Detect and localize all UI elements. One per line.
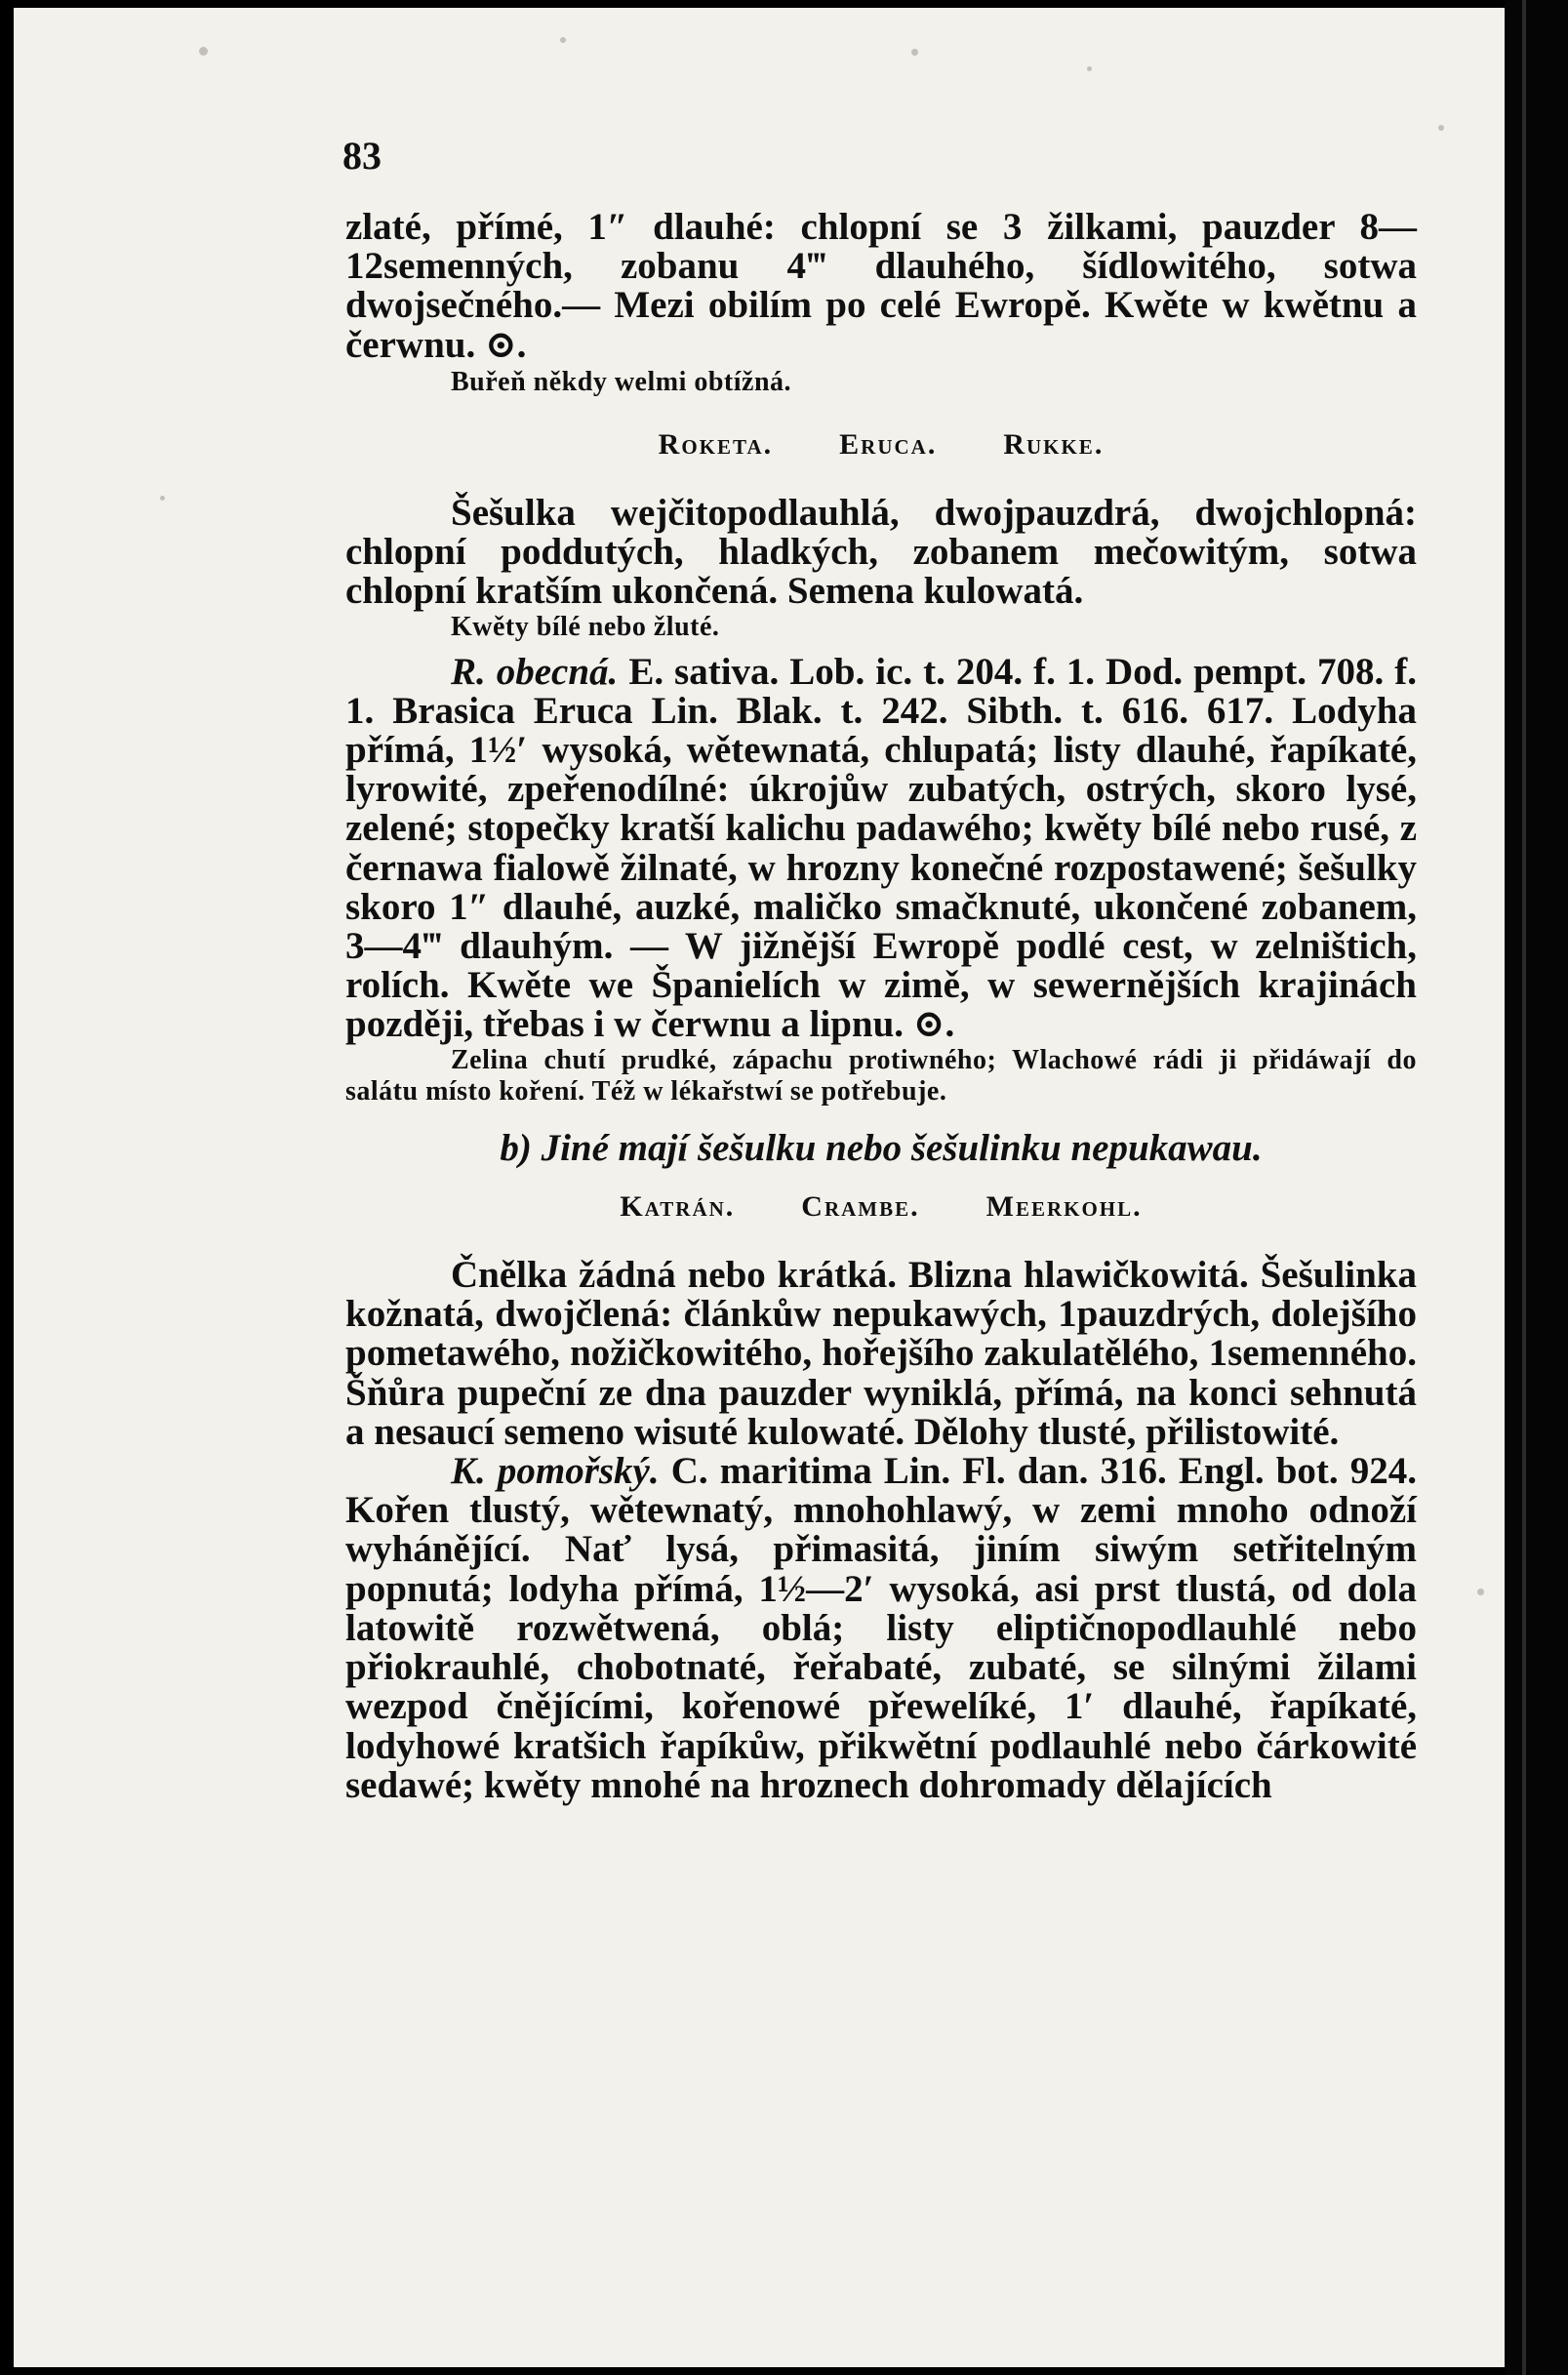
- genus-czech-name: Roketa.: [658, 427, 774, 461]
- page-body: [345, 208, 1417, 1805]
- subsection-heading: b) Jiné mají šešulku nebo šešulinku nepukawau.: [500, 1126, 1263, 1169]
- top-note: Buřeň někdy welmi obtížná.: [451, 366, 792, 397]
- species-name: R. obecná.: [451, 650, 619, 693]
- genus-german-name: Meerkohl.: [985, 1189, 1143, 1223]
- genus-latin-name: Eruca.: [839, 427, 938, 461]
- genus-heading-katran: [345, 1188, 1417, 1227]
- genus-description: Čnělka žádná nebo krátká. Blizna hlawičkowitá. Šešulinka kožnatá, dwojčlená: článkůw nepukawých, 1pauzdrých, dolejšího pometawého, nožičkowitého, hořejšího zakulatělého, 1semenného. Šňůra pupeční ze dna pauzder wyniklá, přímá, na konci sehnutá a nesaucí semeno wisuté kulowaté. Dělohy tlusté, přilistowité.: [345, 1254, 1417, 1453]
- scan-border-line: [1522, 0, 1526, 2375]
- species-text: C. maritima Lin. Fl. dan. 316. Engl. bot. 924. Kořen tlustý, wětewnatý, mnohohlawý, w zemi mnoho odnoží wyháněјící. Nať lysá, přimasitá, jiním siwým setřitelným popnutá; lodyha přímá, 1½—2′ wysoká, asi prst tlustá, od dola latowitě rozwětwená, oblá; listy eliptičnopodlauhlé nebo přiokrauhlé, chobotnaté, řeřabaté, zubaté, se silnými žilami wezpod čnějícími, kořenowé přewelíké, 1′ dlauhé, řapíkaté, lodyhowé kratšich řapíkůw, přikwětní podlauhlé nebo čárkowité sedawé; kwěty mnohé na hroznech dohromady dělajících: [345, 1450, 1417, 1806]
- page-number: 83: [342, 134, 382, 178]
- genus-description: Šešulka wejčitopodlauhlá, dwojpauzdrá, dwojchlopná: chlopní poddutých, hladkých, zobanem mečowitým, sotwa chlopní kratším ukončená. Semena kulowatá.: [345, 492, 1417, 613]
- genus-german-name: Rukke.: [1003, 427, 1105, 461]
- genus-czech-name: Katrán.: [620, 1189, 736, 1223]
- species-entry: [345, 1452, 1417, 1805]
- book-page: [14, 8, 1505, 2367]
- genus-note: Kwěty bílé nebo žluté.: [451, 611, 720, 642]
- genus-heading-roketa: [345, 425, 1417, 464]
- scan-border: [1505, 0, 1568, 2375]
- species-note: Zelina chutí prudké, zápachu protiwného; Wlachowé rádi ji přidáwají do salátu místo koření. Též w lékařstwí se potřebuje.: [345, 1044, 1417, 1107]
- species-text: E. sativa. Lob. ic. t. 204. f. 1. Dod. pempt. 708. f. 1. Brasica Eruca Lin. Blak. t. 242. Sibth. t. 616. 617. Lodyha přímá, 1½′ wysoká, wětewnatá, chlupatá; listy dlauhé, řapíkaté, lyrowité, zpeřenodílné: úkrojůw zubatých, ostrých, skoro lysé, zelené; stopečky kratší kalichu padawého; kwěty bílé nebo rusé, z černawa fialowě žilnaté, w hrozny konečné rozpostawené; šešulky skoro 1″ dlauhé, auzké, maličko smačknuté, ukončené zobanem, 3—4‴ dlauhým. — W jižnější Ewropě podlé cest, w zelništich, rolích. Kwěte we Španielích w zimě, w sewernějších krajinách později, třebas i w čerwnu a lipnu. ⊙.: [345, 650, 1418, 1046]
- genus-latin-name: Crambe.: [801, 1189, 920, 1223]
- top-paragraph: zlaté, přímé, 1″ dlauhé: chlopní se 3 žilkami, pauzder 8—12semenných, zobanu 4‴ dlauhého, šídlowitého, sotwa dwojsečného.— Mezi obilím po celé Ewropě. Kwěte w kwětnu a čerwnu. ⊙.: [345, 206, 1417, 366]
- species-entry: [345, 650, 1418, 1046]
- species-name: K. pomořský.: [451, 1450, 660, 1493]
